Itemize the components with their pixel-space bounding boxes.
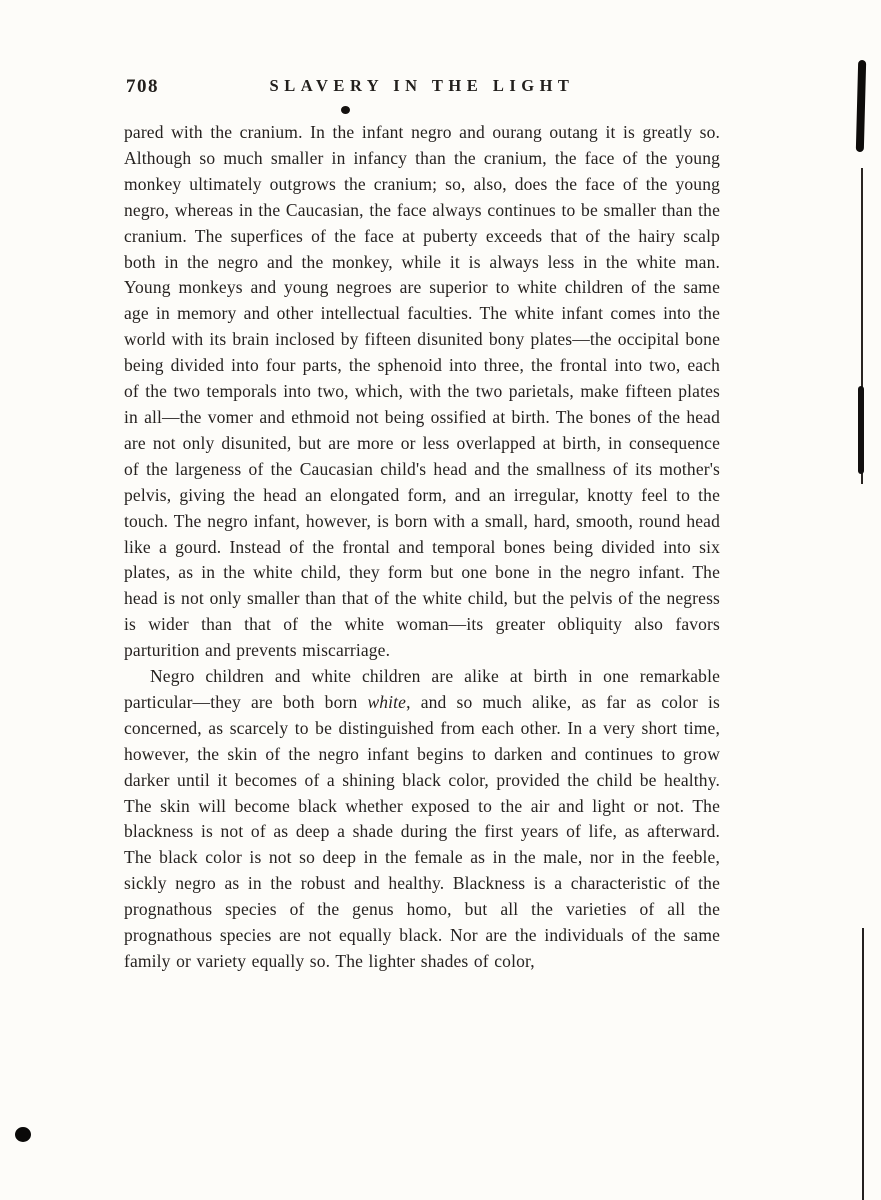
paragraph-2-text-post: , and so much alike, as far as color is concerned, as scarcely to be distinguished from each other. In a very short time, however, the skin of the negro infant begins to darken and continues to grow darker until it becomes of a shining black color, provided the child be healthy. The skin will become black whether exposed to the air and light or not. The blackness is not of as deep a shade during the first years of life, as afterward. The black color is not so deep in the female as in the male, nor in the feeble, sickly negro as in the robust and healthy. Blackness is a characteristic of the prognathous species of the genus homo, but all the varieties of all the prognathous species are not equally black. Nor are the individuals of the same family or variety equally so. The lighter shades of color, [124,691,720,971]
page-body-text [124,120,720,975]
page-header [124,76,720,100]
paragraph-1: pared with the cranium. In the infant negro and ourang outang it is greatly so. Although so much smaller in infancy than the cranium, the face of the young monkey ultimately outgrows the cranium; so, also, does the face of the young negro, whereas in the Caucasian, the face always continues to be smaller than the cranium. The superfices of the face at puberty exceeds that of the hairy scalp both in the negro and the monkey, while it is always less in the white man. Young monkeys and young negroes are superior to white children of the same age in memory and other intellectual faculties. The white infant comes into the world with its brain inclosed by fifteen disunited bony plates—the occipital bone being divided into four parts, the sphenoid into three, the frontal into two, each of the two temporals into two, which, with the two parietals, make fifteen plates in all—the vomer and ethmoid not being ossified at birth. The bones of the head are not only disunited, but are more or less overlapped at birth, in consequence of the largeness of the Caucasian child's head and the smallness of its mother's pelvis, giving the head an elongated form, and an irregular, knotty feel to the touch. The negro infant, however, is born with a small, hard, smooth, round head like a gourd. Instead of the frontal and temporal bones being divided into six plates, as in the white child, they form but one bone in the negro infant. The head is not only smaller than that of the white child, but the pelvis of the negress is wider than that of the white woman—its greater obliquity also favors parturition and prevents miscarriage. [124,122,720,661]
scan-artifact-right-edge-top [856,60,866,152]
paragraph-2 [124,664,720,975]
running-title: SLAVERY IN THE LIGHT [269,76,575,95]
text-column [124,76,720,975]
ink-spot-bottom-left [15,1127,31,1142]
scan-artifact-right-edge-mid [858,386,864,474]
ink-spot-under-header [341,106,350,114]
page-number: 708 [126,76,159,97]
italicized-word: white [367,691,407,712]
paragraph-2-text-pre: Negro children and white children are alike at birth in one remarkable particular—they are both born [124,666,720,712]
scan-artifact-right-edge-bottom [862,928,864,1200]
